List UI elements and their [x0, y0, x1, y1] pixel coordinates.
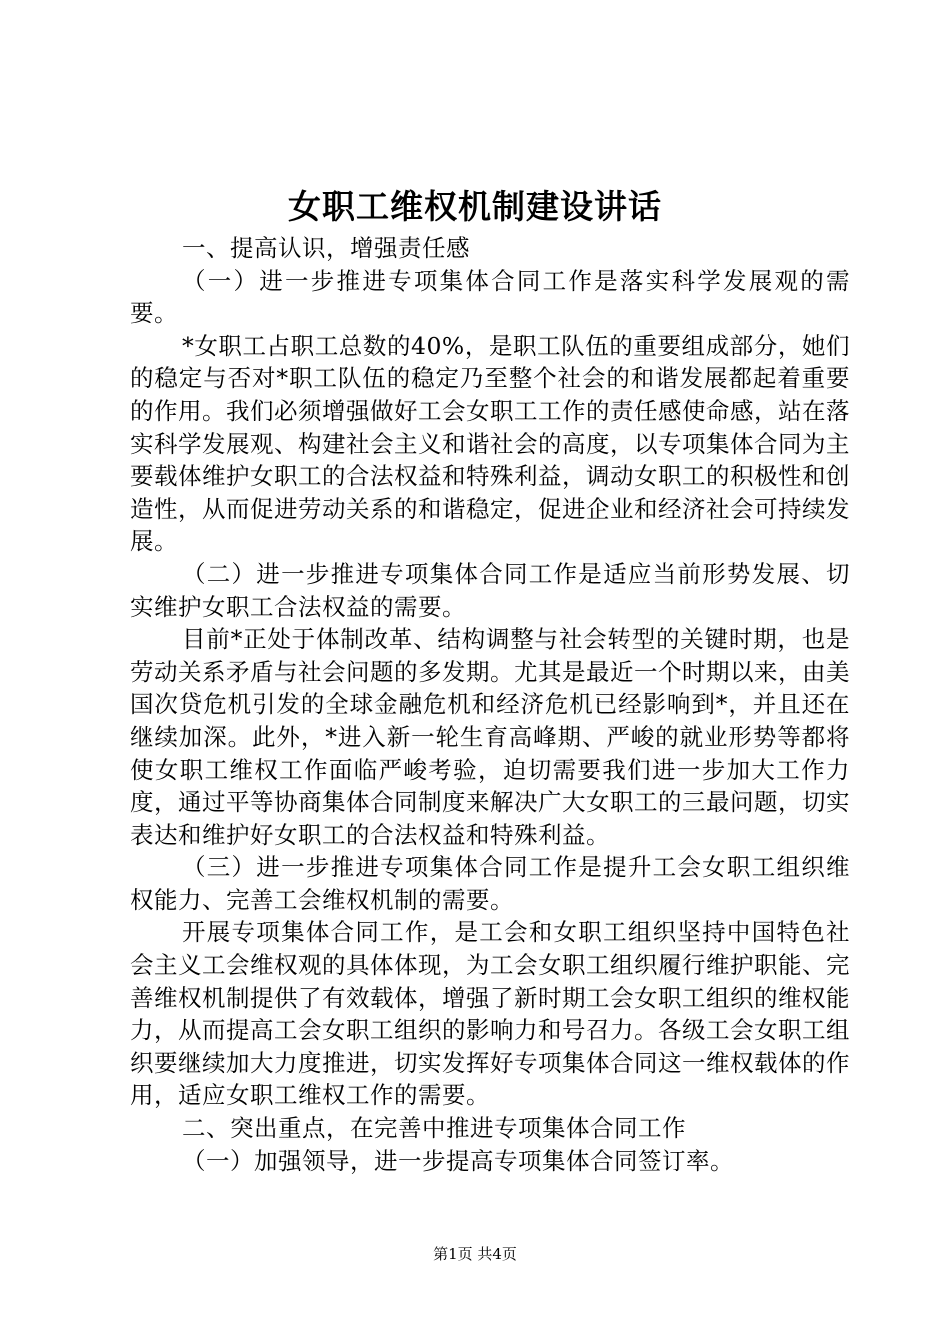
- body-paragraph: 目前*正处于体制改革、结构调整与社会转型的关键时期，也是劳动关系矛盾与社会问题的多发期。尤其是最近一个时期以来，由美国次贷危机引发的全球金融危机和经济危机已经影响到*，并且还在继续加深。此外，*进入新一轮生育高峰期、严峻的就业形势等都将使女职工维权工作面临严峻考验，迫切需要我们进一步加大工作力度，通过平等协商集体合同制度来解决广大女职工的三最问题，切实表达和维护好女职工的合法权益和特殊利益。: [130, 625, 850, 849]
- page-footer: 第1页 共4页: [433, 1245, 517, 1263]
- subsection-heading-1-2: （二）进一步推进专项集体合同工作是适应当前形势发展、切实维护女职工合法权益的需要。: [130, 559, 850, 621]
- subsection-heading-1-1: （一）进一步推进专项集体合同工作是落实科学发展观的需要。: [130, 266, 850, 328]
- section-heading-1: 一、提高认识，增强责任感: [182, 234, 470, 262]
- subsection-heading-1-3: （三）进一步推进专项集体合同工作是提升工会女职工组织维权能力、完善工会维权机制的需要。: [130, 853, 850, 914]
- document-title: 女职工维权机制建设讲话: [288, 187, 662, 226]
- body-paragraph: *女职工占职工总数的40%，是职工队伍的重要组成部分，她们的稳定与否对*职工队伍的稳定乃至整个社会的和谐发展都起着重要的作用。我们必须增强做好工会女职工工作的责任感使命感，站在落实科学发展观、构建社会主义和谐社会的高度，以专项集体合同为主要载体维护女职工的合法权益和特殊利益，调动女职工的积极性和创造性，从而促进劳动关系的和谐稳定，促进企业和经济社会可持续发展。: [130, 331, 850, 556]
- section-heading-2: 二、突出重点，在完善中推进专项集体合同工作: [182, 1114, 686, 1143]
- body-paragraph: 开展专项集体合同工作，是工会和女职工组织坚持中国特色社会主义工会维权观的具体体现，为工会女职工组织履行维护职能、完善维权机制提供了有效载体，增强了新时期工会女职工组织的维权能力，从而提高工会女职工组织的影响力和号召力。各级工会女职工组织要继续加大力度推进，切实发挥好专项集体合同这一维权载体的作用，适应女职工维权工作的需要。: [130, 918, 850, 1110]
- document-body: [130, 232, 850, 1177]
- subsection-heading-2-1: （一）加强领导，进一步提高专项集体合同签订率。: [182, 1146, 734, 1175]
